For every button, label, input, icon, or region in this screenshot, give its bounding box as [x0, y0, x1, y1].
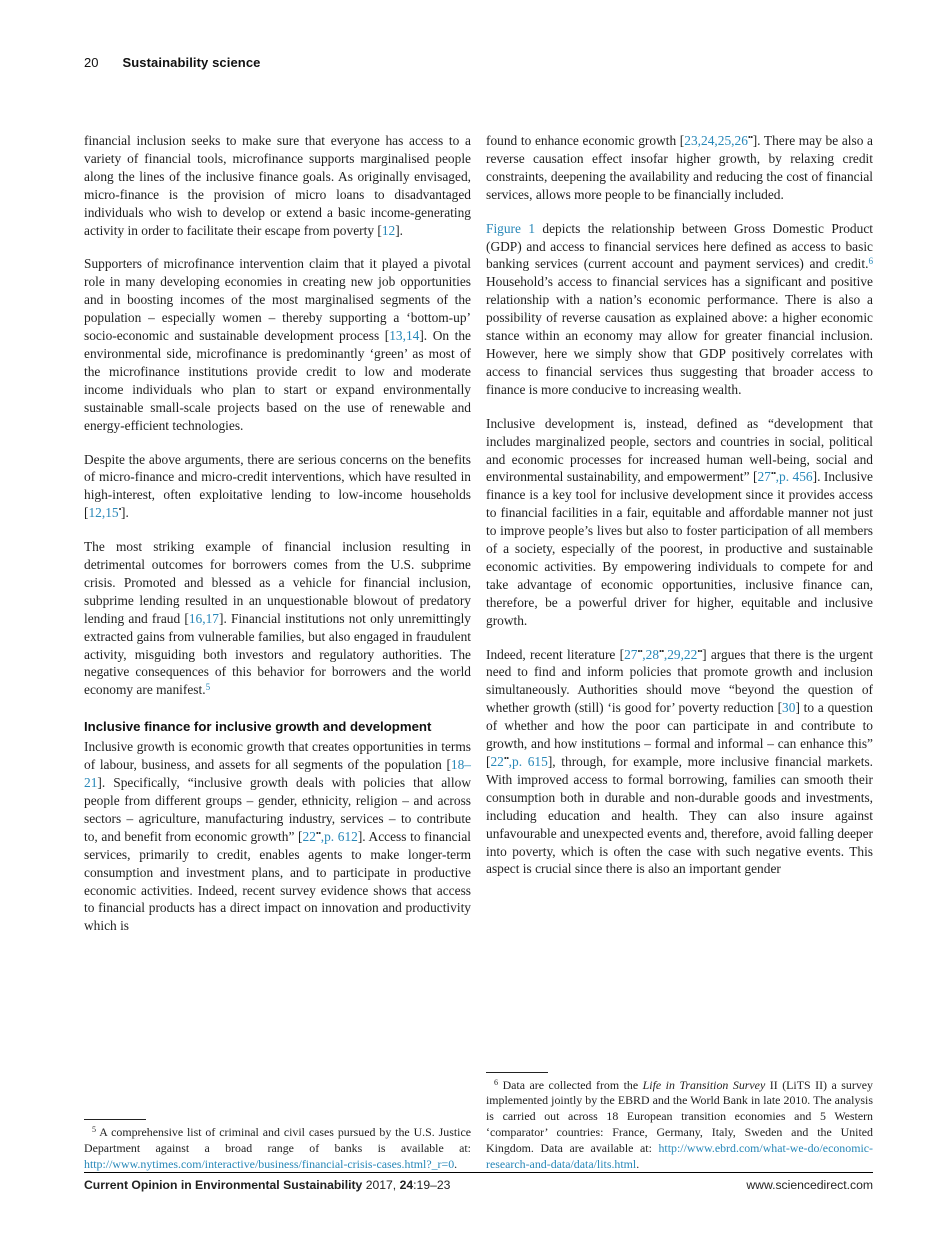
citation-link[interactable]: ,28	[642, 646, 660, 662]
citation-link[interactable]: ,29,22	[663, 646, 698, 662]
section-heading: Inclusive finance for inclusive growth and development	[84, 719, 432, 735]
footnote-divider	[486, 1072, 548, 1073]
sciencedirect-link[interactable]: www.sciencedirect.com	[746, 1178, 873, 1192]
citation-link[interactable]: 22	[490, 754, 504, 769]
citation-link[interactable]: 12,15	[88, 505, 119, 521]
left-column	[84, 132, 471, 1173]
paragraph: Indeed, recent literature [27••,28••,29,22••] argues that there is the urgent need to find and inform policies that promote growth and inclusion simultaneously. Authorities should move “beyond the question of whether growth (still) ‘is good for’ poverty reduction [30] to a question of whether and how the poor can participate in and contribute to growth, and how institutions – formal and informal – can enhance this” [22••,p. 615], through, for example, more inclusive financial markets. With improved access to formal borrowing, families can smooth their consumption both in durable and non-durable goods and investments, including education and health. They can also insure against unfavourable and unexpected events and, therefore, avoid falling deeper into poverty, which is often the case with such negative events. This aspect is crucial since there is also an important gender	[486, 646, 874, 877]
citation-link[interactable]: 22	[302, 828, 316, 844]
footnote-5	[84, 1119, 471, 1173]
citation-link[interactable]: 30	[782, 700, 796, 716]
citation-link[interactable]: 6	[868, 256, 873, 267]
footnote-6	[486, 1072, 873, 1173]
citation-link[interactable]: Figure 1	[486, 220, 536, 236]
citation-link[interactable]: 18–21	[84, 757, 471, 791]
journal-citation: Current Opinion in Environmental Sustainability 2017, 24:19–23	[84, 1178, 451, 1192]
citation-link[interactable]: 13,14	[389, 328, 420, 344]
citation-link[interactable]: 16,17	[188, 610, 219, 626]
paragraph: Inclusive development is, instead, defined as “development that includes marginalized people, sectors and countries in social, political and economic processes for increased human well-being, social and environmental sustainability, and empowerment” [27••,p. 456]. Inclusive finance is a key tool for inclusive development since it provides access to financial facilities in a fair, equitable and affordable manner not just to improve people’s lives but also to foster participation of all members of a society, especially of the poorest, in productive and sustainable economic activities. By empowering individuals to compete for and take advantage of economic opportunities, inclusive finance can, therefore, be a powerful driver for higher, equitable and inclusive growth.	[486, 415, 873, 628]
footer-divider	[84, 1172, 873, 1173]
external-link[interactable]: http://www.nytimes.com/interactive/business/financial-crisis-cases.html?_r=0	[84, 1157, 455, 1172]
citation-link[interactable]: ,p. 615	[508, 754, 548, 769]
paragraph: Despite the above arguments, there are serious concerns on the benefits of micro-finance and micro-credit interventions, which have resulted in high-interest, often exploitative lending to low-income households [12,15•].	[84, 451, 471, 521]
footnote-text: $^6$ Data are collected from the Life in Transition Survey II (LiTS II) a survey implemented jointly by the EBRD and the World Bank in late 2010. The analysis is carried out across 18 European transition economies and 5 Western ‘comparator’ countries: France, Germany, Italy, Sweden and the United Kingdom. Data are available at: http://www.ebrd.com/what-we-do/economic-research-and-data/data/lits.html.	[486, 1077, 874, 1172]
paragraph: financial inclusion seeks to make sure that everyone has access to a variety of financial tools, microfinance supports marginalised people along the lines of the inclusive finance goals. As originally envisaged, micro-finance is the provision of micro loans to disadvantaged individuals who wish to develop or extend a basic income-generating activity in order to facilitate their escape from poverty [12].	[84, 133, 471, 238]
citation-link[interactable]: 27	[757, 469, 771, 485]
citation-link[interactable]: ,p. 612	[320, 828, 358, 844]
right-column	[486, 132, 873, 1173]
paragraph: Figure 1 depicts the relationship between Gross Domestic Product (GDP) and access to financial services here defined as access to basic banking services (current account and payment services) and credit.$^6$ Household’s access to financial services has a significant and positive relationship with a nation’s economic performance. There is also a possibility of reverse causation as explained above: a higher economic stance within an economy may allow for greater financial inclusion. However, here we simply show that GDP positively correlates with access to financial services thus suggesting that broader access to finance is more conducive to increasing wealth.	[486, 220, 873, 397]
page-number: 20	[84, 55, 99, 70]
citation-link[interactable]: 23,24,25,26	[684, 133, 748, 148]
page-footer	[84, 1172, 873, 1192]
citation-link[interactable]: 12	[381, 222, 396, 238]
citation-link[interactable]: 5	[205, 682, 211, 693]
citation-link[interactable]: ,p. 456	[775, 469, 813, 485]
external-link[interactable]: http://www.ebrd.com/what-we-do/economic-research-and-data/data/lits.html	[486, 1141, 873, 1172]
paragraph: found to enhance economic growth [23,24,25,26••]. There may be also a reverse causation effect insofar higher growth, by relaxing credit constraints, deepening the availability and reducing the cost of financial services, allows more people to be financially included.	[486, 133, 874, 202]
running-head	[84, 55, 261, 70]
footnote-text: $^5$ A comprehensive list of criminal and civil cases pursued by the U.S. Justice Department against a broad range of banks is available at: http://www.nytimes.com/interactive/business/financial-crisis-cases.html?_r=0.	[84, 1125, 471, 1172]
paragraph: The most striking example of financial inclusion resulting in detrimental outcomes for borrowers comes from the U.S. subprime crisis. Promoted and blessed as a vehicle for financial inclusion, subprime lending resulted in an unquestionable blowout of predatory lending and fraud [16,17]. Financial institutions not only unremittingly extracted gains from vulnerable families, but also engaged in fraudulent activity, misguiding both investors and regulatory authorities. The negative consequences of this behavior for borrowers and the world economy are manifest.$^5$	[84, 539, 471, 698]
citation-link[interactable]: 27	[624, 646, 638, 662]
running-section-title: Sustainability science	[122, 55, 261, 70]
paragraph: Supporters of microfinance intervention claim that it played a pivotal role in many developing economies in creating new job opportunities and in boosting incomes of the most marginalised segments of the population – especially women – thereby supporting a ‘bottom-up’ socio-economic and sustainable development process [13,14]. On the environmental side, microfinance is predominantly ‘green’ as most of the microfinance institutions provide credit to low and moderate income individuals who plan to start or expand environmentally sustainable small-scale projects based on the use of renewable and energy-efficient technologies.	[84, 256, 471, 433]
paragraph: Inclusive growth is economic growth that creates opportunities in terms of labour, business, and assets for all segments of the population [18–21]. Specifically, “inclusive growth deals with policies that allow people from different groups – gender, ethnicity, religion – and across sectors – agriculture, manufacturing industry, services – to contribute to, and benefit from economic growth” [22••,p. 612]. Access to financial services, primarily to credit, enables agents to make longer-term consumption and investment plans, and to participate in productive economic activities. Indeed, recent survey evidence shows that access to financial products has a direct impact on innovation and productivity which is	[84, 739, 472, 934]
footnote-divider	[84, 1119, 146, 1120]
